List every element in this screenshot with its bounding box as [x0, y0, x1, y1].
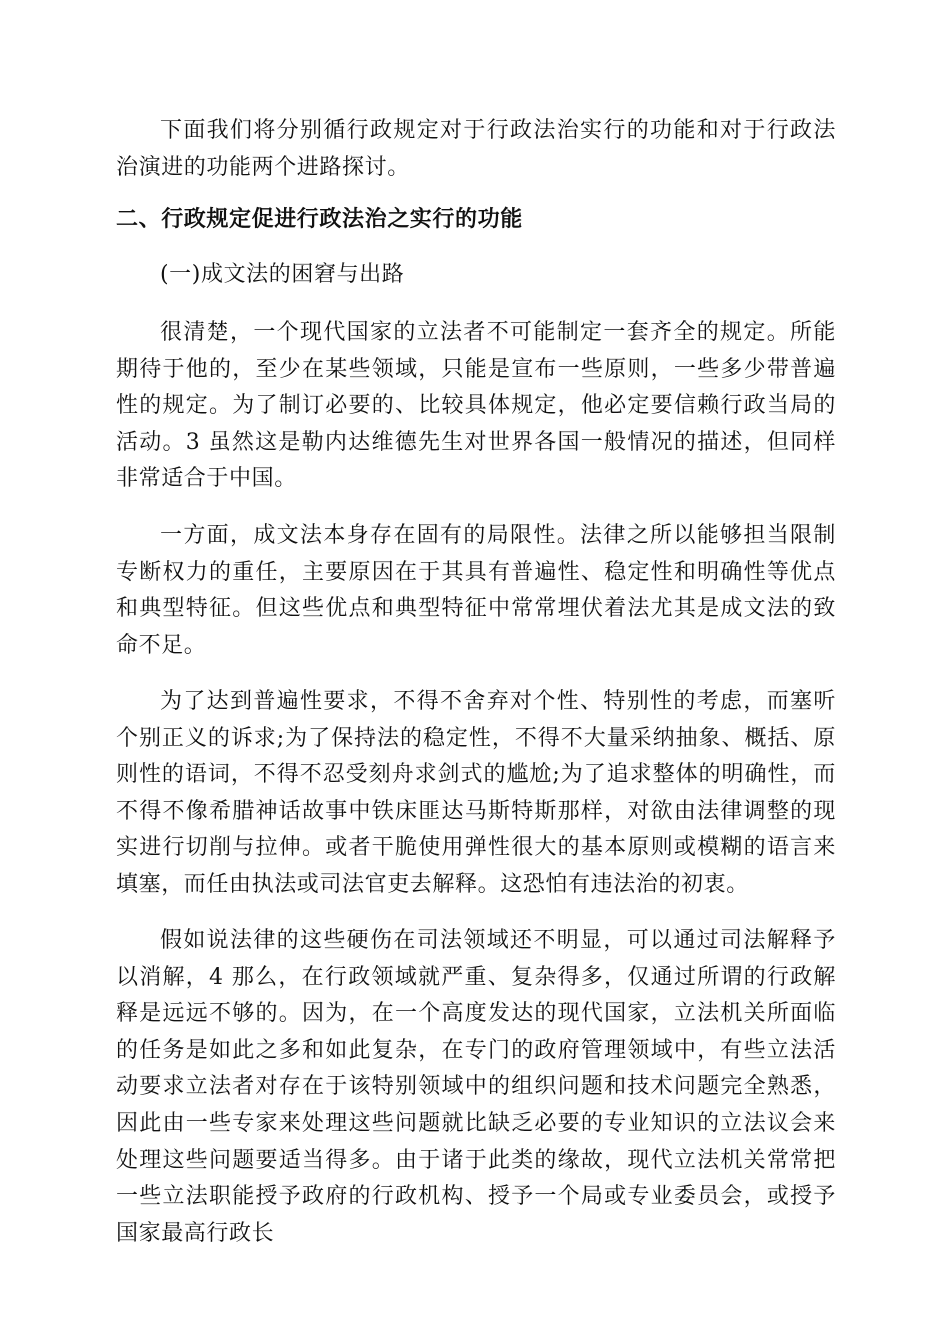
body-paragraph-1: 很清楚，一个现代国家的立法者不可能制定一套齐全的规定。所能期待于他的，至少在某些领域，只能是宣布一些原则，一些多少带普遍性的规定。为了制订必要的、比较具体规定，他必定要信赖行政当局的活动。3 虽然这是勒内达维德先生对世界各国一般情况的描述，但同样非常适合于中国。 — [116, 320, 836, 492]
subsection-heading: (一)成文法的困窘与出路 — [160, 262, 405, 287]
section-heading: 二、行政规定促进行政法治之实行的功能 — [116, 206, 523, 232]
intro-paragraph: 下面我们将分别循行政规定对于行政法治实行的功能和对于行政法治演进的功能两个进路探讨。 — [116, 118, 836, 180]
body-paragraph-2: 一方面，成文法本身存在固有的局限性。法律之所以能够担当限制专断权力的重任，主要原因在于其具有普遍性、稳定性和明确性等优点和典型特征。但这些优点和典型特征中常常埋伏着法尤其是成文法的致命不足。 — [116, 523, 836, 658]
body-paragraph-4: 假如说法律的这些硬伤在司法领域还不明显，可以通过司法解释予以消解，4 那么，在行政领域就严重、复杂得多，仅通过所谓的行政解释是远远不够的。因为，在一个高度发达的现代国家，立法机关所面临的任务是如此之多和如此复杂，在专门的政府管理领域中，有些立法活动要求立法者对存在于该特别领域中的组织问题和技术问题完全熟悉，因此由一些专家来处理这些问题就比缺乏必要的专业知识的立法议会来处理这些问题要适当得多。由于诸于此类的缘故，现代立法机关常常把一些立法职能授予政府的行政机构、授予一个局或专业委员会，或授予国家最高行政长 — [116, 928, 836, 1246]
body-paragraph-3: 为了达到普遍性要求，不得不舍弃对个性、特别性的考虑，而塞听个别正义的诉求;为了保持法的稳定性，不得不大量采纳抽象、概括、原则性的语词，不得不忍受刻舟求剑式的尴尬;为了追求整体的明确性，而不得不像希腊神话故事中铁床匪达马斯特斯那样，对欲由法律调整的现实进行切削与拉伸。或者干脆使用弹性很大的基本原则或模糊的语言来填塞，而任由执法或司法官吏去解释。这恐怕有违法治的初衷。 — [116, 689, 836, 897]
